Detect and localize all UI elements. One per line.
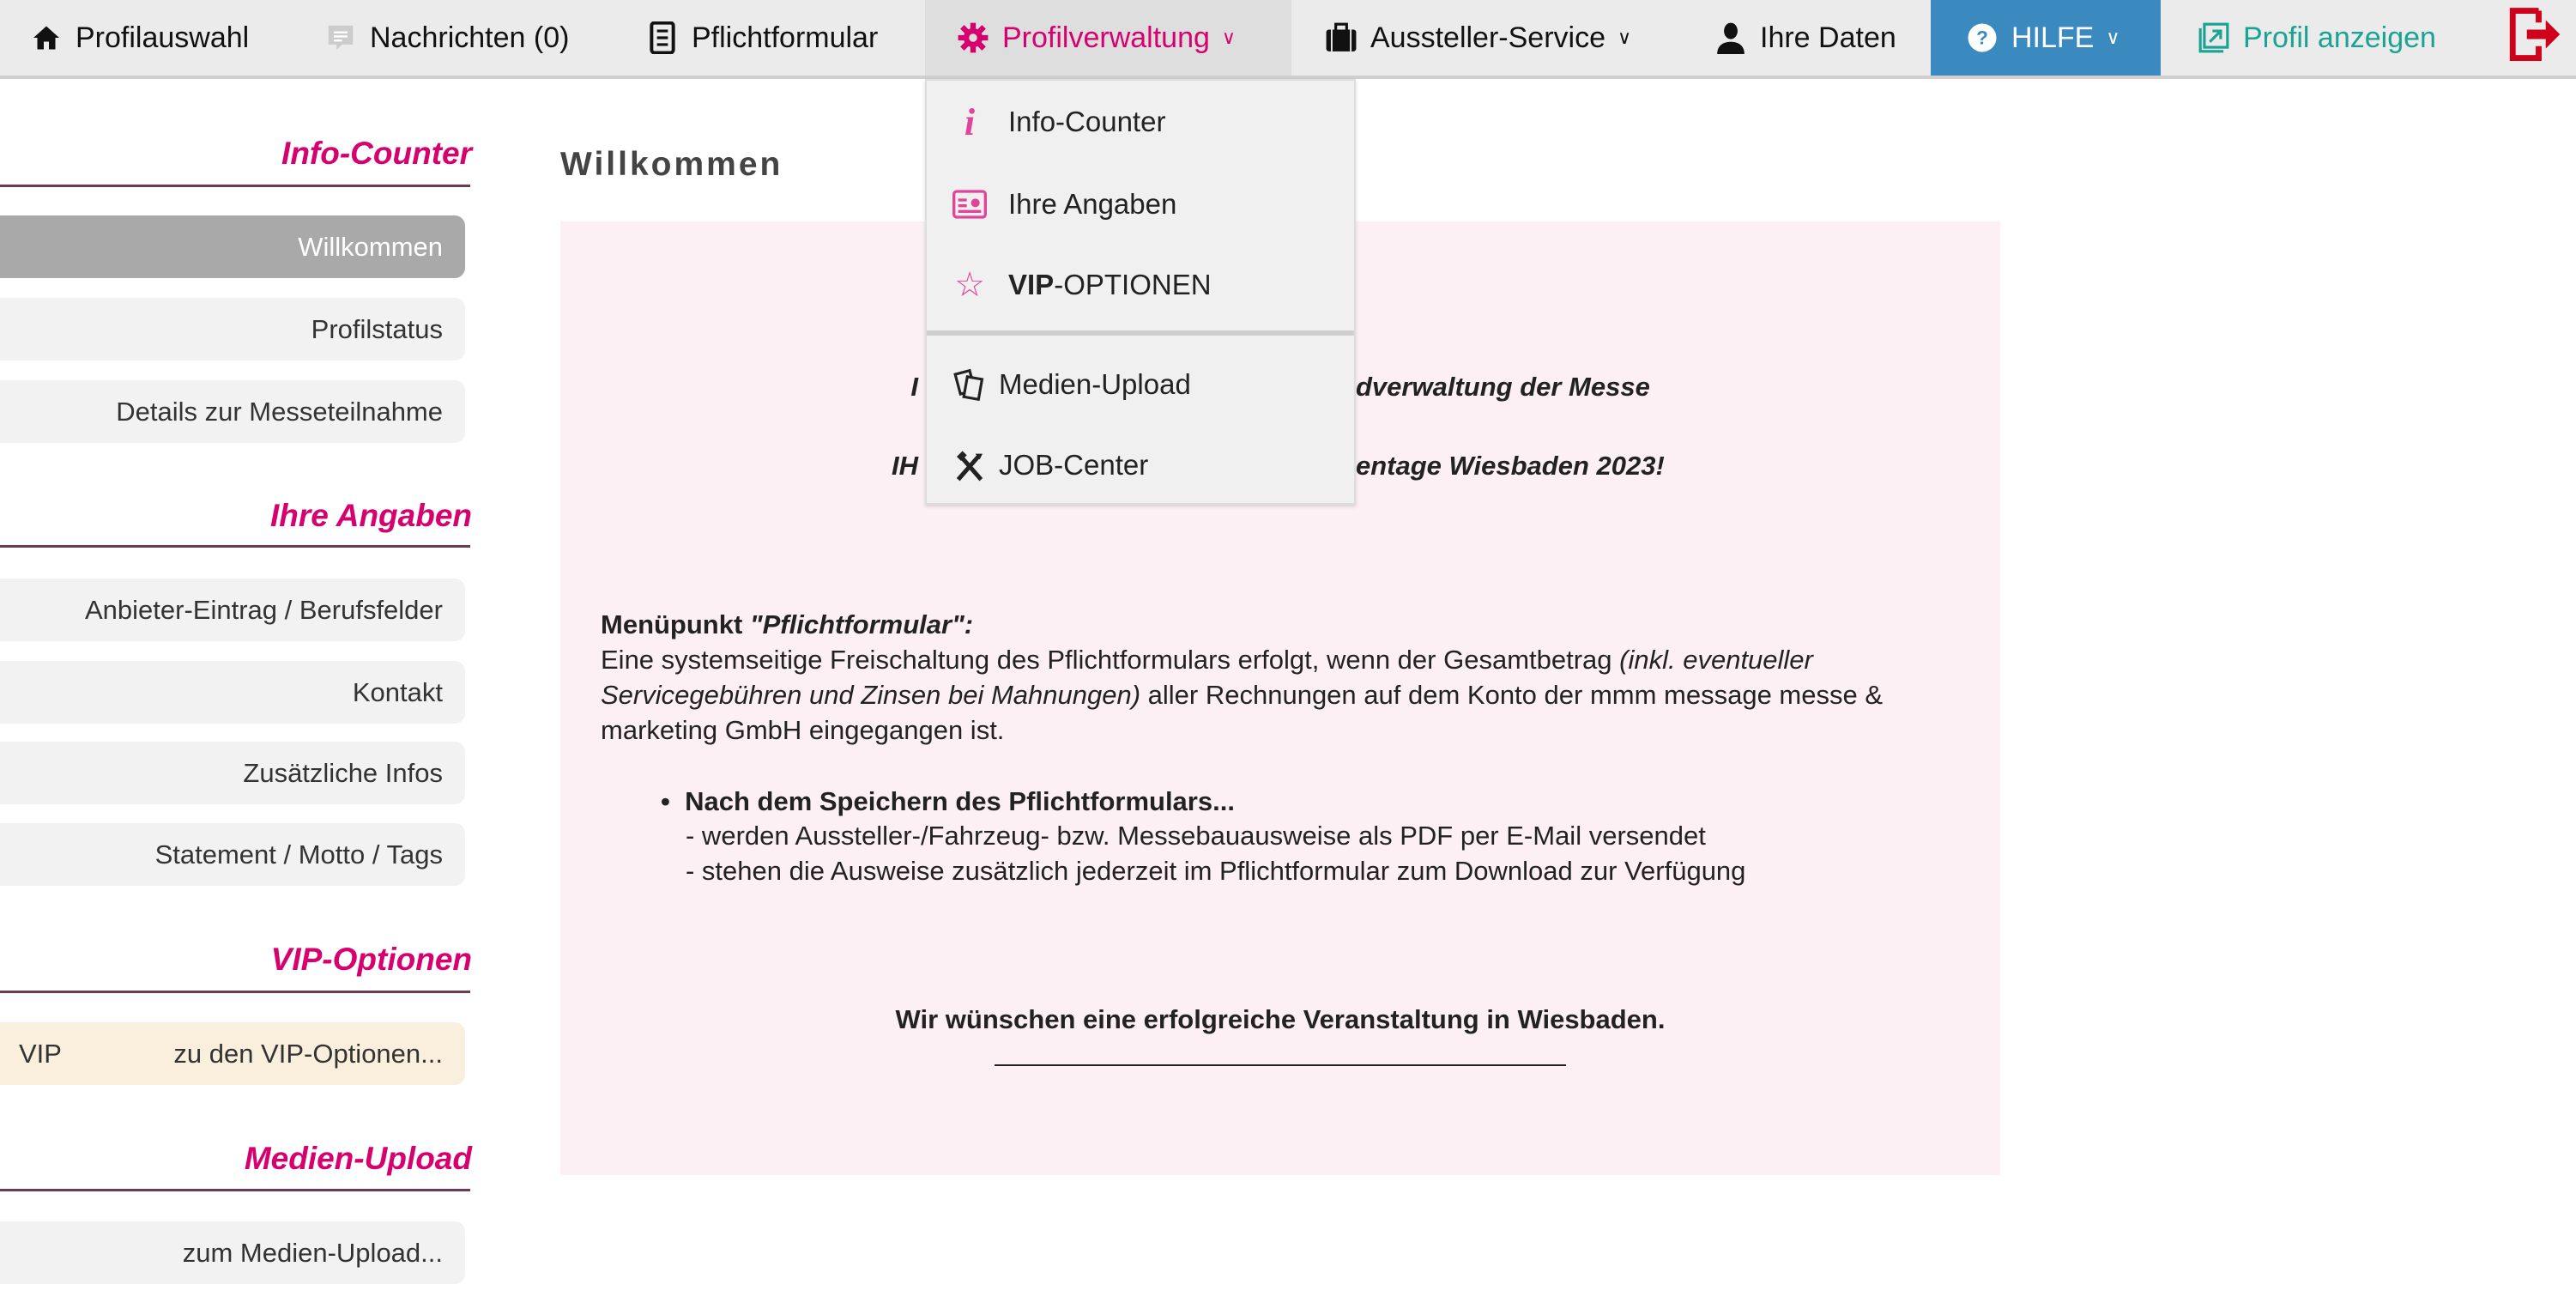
dropdown-label: JOB-Center — [999, 449, 1149, 481]
nav-aussteller-service[interactable] — [1324, 0, 1631, 76]
tools-icon — [951, 446, 989, 484]
sidebar-heading-info-counter: Info-Counter — [281, 136, 472, 171]
nav-ihre-daten[interactable] — [1714, 0, 1896, 76]
greeting-line-2-left: IH — [892, 451, 918, 481]
dropdown-item-ihre-angaben[interactable] — [927, 170, 1354, 239]
paragraph-line: Servicegebühren und Zinsen bei Mahnungen) aller Rechnungen auf dem Konto der mmm message messe & — [601, 680, 1884, 710]
vip-badge: VIP — [19, 1038, 62, 1069]
bullet-subline: - werden Aussteller-/Fahrzeug- bzw. Messebauausweise als PDF per E-Mail versendet — [686, 821, 1706, 851]
sidebar-item-label: zu den VIP-Optionen... — [173, 1038, 443, 1069]
divider — [0, 991, 470, 993]
chevron-down-icon: ∨ — [2106, 27, 2120, 48]
nav-profilverwaltung[interactable] — [925, 0, 1291, 76]
gear-icon — [956, 21, 990, 55]
paragraph-line: Eine systemseitige Freischaltung des Pflichtformulars erfolgt, wenn der Gesamtbetrag (inkl. eventueller — [601, 645, 1813, 675]
svg-text:?: ? — [1976, 27, 1988, 49]
nav-label: Profilverwaltung — [1002, 21, 1210, 54]
bullet-subline: - stehen die Ausweise zusätzlich jederzeit im Pflichtformular zum Download zur Verfügung — [686, 856, 1746, 886]
sidebar-item-anbieter-eintrag[interactable] — [0, 579, 465, 641]
sidebar-heading-vip-optionen: VIP-Optionen — [270, 942, 472, 977]
closing-underline — [995, 1064, 1566, 1066]
logout-button[interactable] — [2506, 0, 2562, 76]
greeting-line-2-right: entage Wiesbaden 2023! — [1356, 451, 1665, 481]
dropdown-item-medien-upload[interactable] — [927, 350, 1354, 419]
profilverwaltung-dropdown — [925, 79, 1356, 505]
menu-heading: Menüpunkt "Pflichtformular": — [601, 609, 974, 639]
external-view-icon — [2197, 21, 2231, 55]
sidebar-item-willkommen[interactable] — [0, 215, 465, 278]
document-icon — [645, 21, 680, 55]
nav-profilauswahl[interactable] — [29, 0, 249, 76]
greeting-line-1-right: dverwaltung der Messe — [1356, 372, 1650, 402]
sidebar-item-zusaetzliche-infos[interactable] — [0, 742, 465, 804]
dropdown-label: Medien-Upload — [999, 368, 1191, 400]
sidebar-item-label: zum Medien-Upload... — [182, 1237, 443, 1268]
sidebar-item-label: Zusätzliche Infos — [243, 757, 443, 788]
message-icon — [324, 21, 358, 55]
nav-label: Nachrichten (0) — [370, 21, 570, 54]
sidebar-item-label: Willkommen — [298, 231, 443, 262]
nav-hilfe[interactable] — [1931, 0, 2161, 76]
nav-nachrichten[interactable] — [324, 0, 569, 76]
sidebar-item-label: Kontakt — [352, 676, 443, 707]
closing-text: Wir wünschen eine erfolgreiche Veranstaltung in Wiesbaden. — [895, 1004, 1666, 1034]
top-nav — [0, 0, 2576, 79]
media-icon — [951, 366, 989, 403]
home-icon — [29, 21, 63, 55]
sidebar-item-details[interactable] — [0, 380, 465, 443]
nav-label: Pflichtformular — [692, 21, 879, 54]
star-icon: ☆ — [954, 266, 985, 304]
nav-label: HILFE — [2011, 21, 2095, 54]
divider — [0, 545, 470, 548]
sidebar-item-medien-upload[interactable] — [0, 1221, 465, 1284]
nav-label: Aussteller-Service — [1370, 21, 1605, 54]
id-card-icon — [951, 185, 989, 223]
sidebar-heading-medien-upload: Medien-Upload — [244, 1141, 472, 1176]
sidebar-item-kontakt[interactable] — [0, 661, 465, 724]
dropdown-label: Info-Counter — [1008, 106, 1166, 137]
dropdown-item-job-center[interactable] — [927, 431, 1354, 500]
sidebar-item-profilstatus[interactable] — [0, 298, 465, 361]
sidebar-item-vip-optionen[interactable] — [0, 1022, 465, 1085]
chevron-down-icon: ∨ — [1617, 27, 1632, 48]
briefcase-icon — [1324, 21, 1358, 55]
dropdown-item-info-counter[interactable] — [927, 88, 1354, 156]
dropdown-label: Ihre Angaben — [1008, 188, 1177, 220]
sidebar-item-label: Anbieter-Eintrag / Berufsfelder — [85, 594, 443, 625]
dropdown-item-vip-optionen[interactable] — [927, 251, 1354, 319]
divider — [0, 185, 470, 187]
sidebar-item-label: Profilstatus — [311, 313, 443, 344]
nav-label: Profilauswahl — [76, 21, 250, 54]
greeting-line-1-left: I — [910, 372, 918, 402]
nav-label: Profil anzeigen — [2243, 21, 2436, 54]
chevron-down-icon: ∨ — [1221, 27, 1236, 48]
help-icon — [1965, 21, 1999, 55]
info-icon: i — [964, 100, 976, 143]
dropdown-divider — [927, 330, 1354, 336]
nav-pflichtformular[interactable] — [645, 0, 878, 76]
sidebar-item-label: Details zur Messeteilnahme — [116, 396, 443, 427]
user-icon — [1714, 21, 1748, 55]
sidebar-item-label: Statement / Motto / Tags — [154, 839, 443, 870]
sidebar-heading-ihre-angaben: Ihre Angaben — [269, 498, 472, 533]
dropdown-label: VIP-OPTIONEN — [1008, 269, 1212, 300]
bullet-item: • Nach dem Speichern des Pflichtformulars... — [661, 786, 1235, 816]
nav-label: Ihre Daten — [1760, 21, 1896, 54]
paragraph-line: marketing GmbH eingegangen ist. — [601, 715, 1005, 745]
divider — [0, 1189, 470, 1191]
logout-icon — [2506, 6, 2562, 70]
sidebar-item-statement[interactable] — [0, 823, 465, 886]
nav-profil-anzeigen[interactable] — [2197, 0, 2436, 76]
page-title: Willkommen — [560, 146, 783, 183]
